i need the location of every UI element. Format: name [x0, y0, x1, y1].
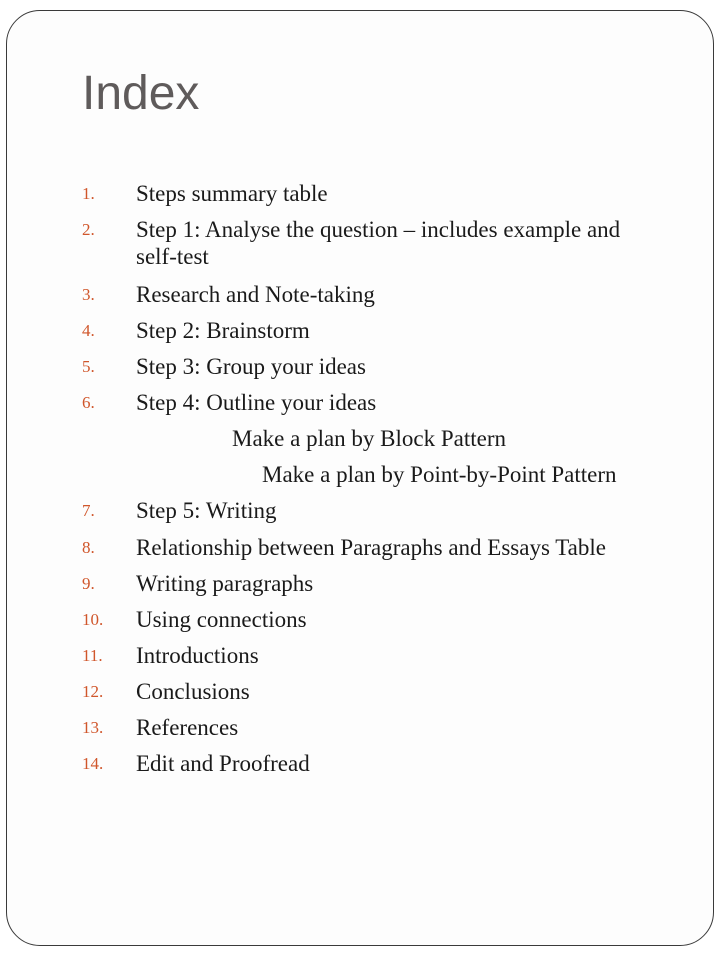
item-label: Step 4: Outline your ideas — [136, 390, 377, 415]
item-number: 2. — [82, 220, 95, 239]
item-number: 12. — [82, 682, 104, 701]
item-number: 9. — [82, 574, 95, 593]
item-label: Step 2: Brainstorm — [136, 318, 310, 343]
item-number: 10. — [82, 610, 104, 629]
item-number: 8. — [82, 538, 95, 557]
item-label: Step 5: Writing — [136, 498, 277, 523]
item-number: 5. — [82, 357, 95, 376]
item-label: Edit and Proofread — [136, 751, 310, 776]
sub-item-point-pattern: Make a plan by Point-by-Point Pattern — [262, 462, 617, 487]
item-label: Steps summary table — [136, 181, 328, 206]
item-number: 13. — [82, 718, 104, 737]
item-number: 7. — [82, 501, 95, 520]
item-label: Using connections — [136, 607, 307, 632]
item-number: 11. — [82, 646, 103, 665]
item-number: 14. — [82, 754, 104, 773]
item-label: Relationship between Paragraphs and Essays Table — [136, 535, 606, 560]
item-label: Introductions — [136, 643, 259, 668]
item-label: Writing paragraphs — [136, 571, 314, 596]
item-number: 3. — [82, 285, 95, 304]
item-label: Conclusions — [136, 679, 250, 704]
item-number: 6. — [82, 393, 95, 412]
item-label: Step 1: Analyse the question – includes example and self-test — [136, 217, 621, 269]
item-number: 1. — [82, 184, 95, 203]
item-number: 4. — [82, 321, 95, 340]
item-label: Step 3: Group your ideas — [136, 354, 366, 379]
item-label: References — [136, 715, 239, 740]
page-title: Index — [82, 67, 200, 120]
sub-item-block-pattern: Make a plan by Block Pattern — [232, 426, 507, 451]
item-label: Research and Note-taking — [136, 282, 375, 307]
